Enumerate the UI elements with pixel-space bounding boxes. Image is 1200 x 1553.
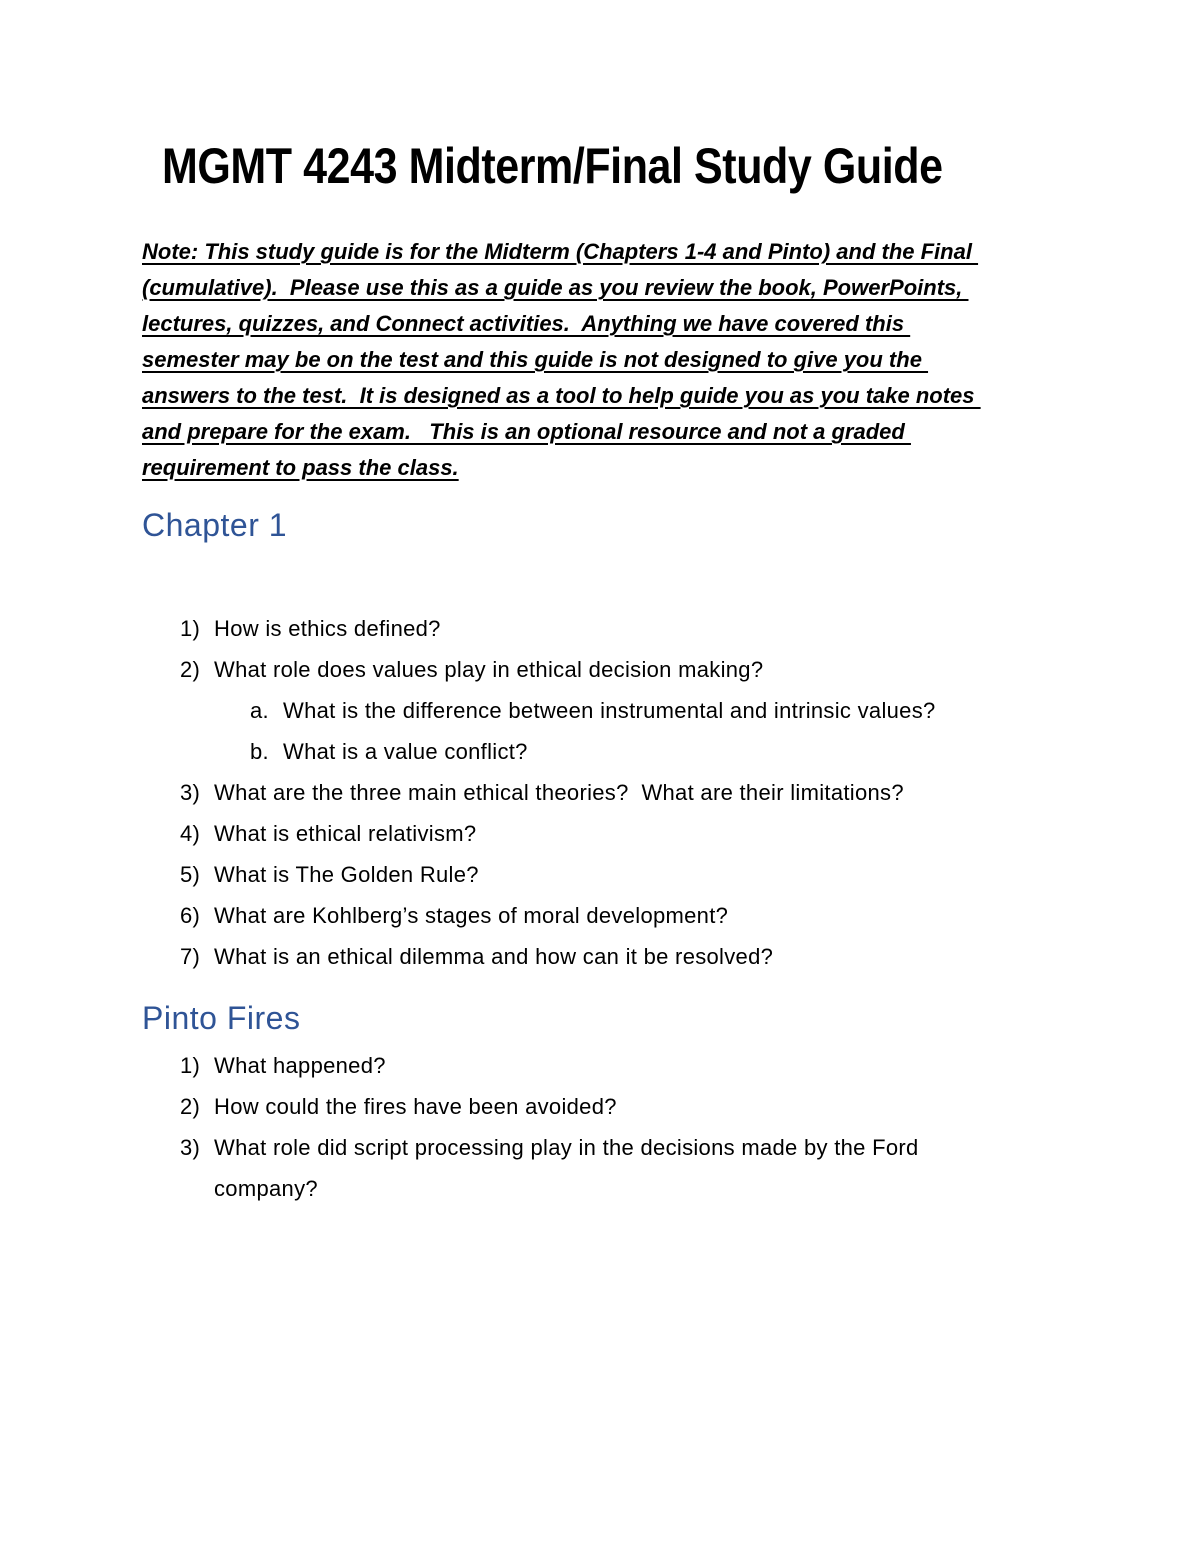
sub-list-item [142, 731, 994, 772]
list-item-text: How could the fires have been avoided? [214, 1094, 617, 1119]
list-item-text: What role does values play in ethical decision making? [214, 657, 764, 682]
list-item [142, 813, 994, 854]
list-item-text: What are Kohlberg’s stages of moral development? [214, 903, 729, 928]
list-item-text: What are the three main ethical theories? What are their limitations? [214, 780, 904, 805]
list-item-marker: 1) [180, 1053, 201, 1078]
chapter-1-question-list [142, 608, 994, 977]
list-item [142, 936, 994, 977]
list-item-marker: 2) [180, 657, 201, 682]
list-item-text: What role did script processing play in the decisions made by the Ford company? [214, 1135, 925, 1201]
note-line: Note: This study guide is for the Midterm (Chapters 1-4 and Pinto) and the Final [142, 239, 979, 264]
list-item-text: What is ethical relativism? [214, 821, 477, 846]
section-heading-pinto-fires: Pinto Fires [142, 1000, 301, 1036]
list-item-marker: b. [250, 739, 269, 764]
page-title: MGMT 4243 Midterm/Final Study Guide [162, 138, 943, 194]
list-item [142, 895, 994, 936]
sub-list-item [142, 690, 994, 731]
list-item [142, 1045, 994, 1086]
note-paragraph [142, 234, 1200, 486]
list-item-text: How is ethics defined? [214, 616, 441, 641]
list-item-marker: 3) [180, 780, 201, 805]
list-item-marker: 3) [180, 1135, 201, 1160]
note-line: (cumulative). Please use this as a guide as you review the book, PowerPoints, [142, 275, 969, 300]
list-item [142, 649, 994, 690]
list-item-marker: 2) [180, 1094, 201, 1119]
list-item [142, 772, 994, 813]
list-item [142, 1127, 994, 1209]
list-item-marker: a. [250, 698, 269, 723]
list-item [142, 608, 994, 649]
list-item-marker: 6) [180, 903, 201, 928]
list-item-marker: 1) [180, 616, 201, 641]
note-line: and prepare for the exam. This is an optional resource and not a graded [142, 419, 911, 444]
list-item-marker: 7) [180, 944, 201, 969]
note-line: requirement to pass the class. [142, 455, 459, 480]
note-line: lectures, quizzes, and Connect activities. Anything we have covered this [142, 311, 911, 336]
note-line: answers to the test. It is designed as a tool to help guide you as you take notes [142, 383, 981, 408]
pinto-fires-question-list [142, 1045, 994, 1209]
section-heading-chapter-1: Chapter 1 [142, 507, 288, 543]
list-item-text: What is an ethical dilemma and how can it be resolved? [214, 944, 774, 969]
list-item-marker: 5) [180, 862, 201, 887]
note-line: semester may be on the test and this guide is not designed to give you the [142, 347, 929, 372]
list-item-marker: 4) [180, 821, 201, 846]
list-item-text: What is a value conflict? [283, 739, 528, 764]
list-item-text: What is The Golden Rule? [214, 862, 479, 887]
list-item [142, 854, 994, 895]
list-item-text: What happened? [214, 1053, 386, 1078]
list-item [142, 1086, 994, 1127]
list-item-text: What is the difference between instrumental and intrinsic values? [283, 698, 936, 723]
